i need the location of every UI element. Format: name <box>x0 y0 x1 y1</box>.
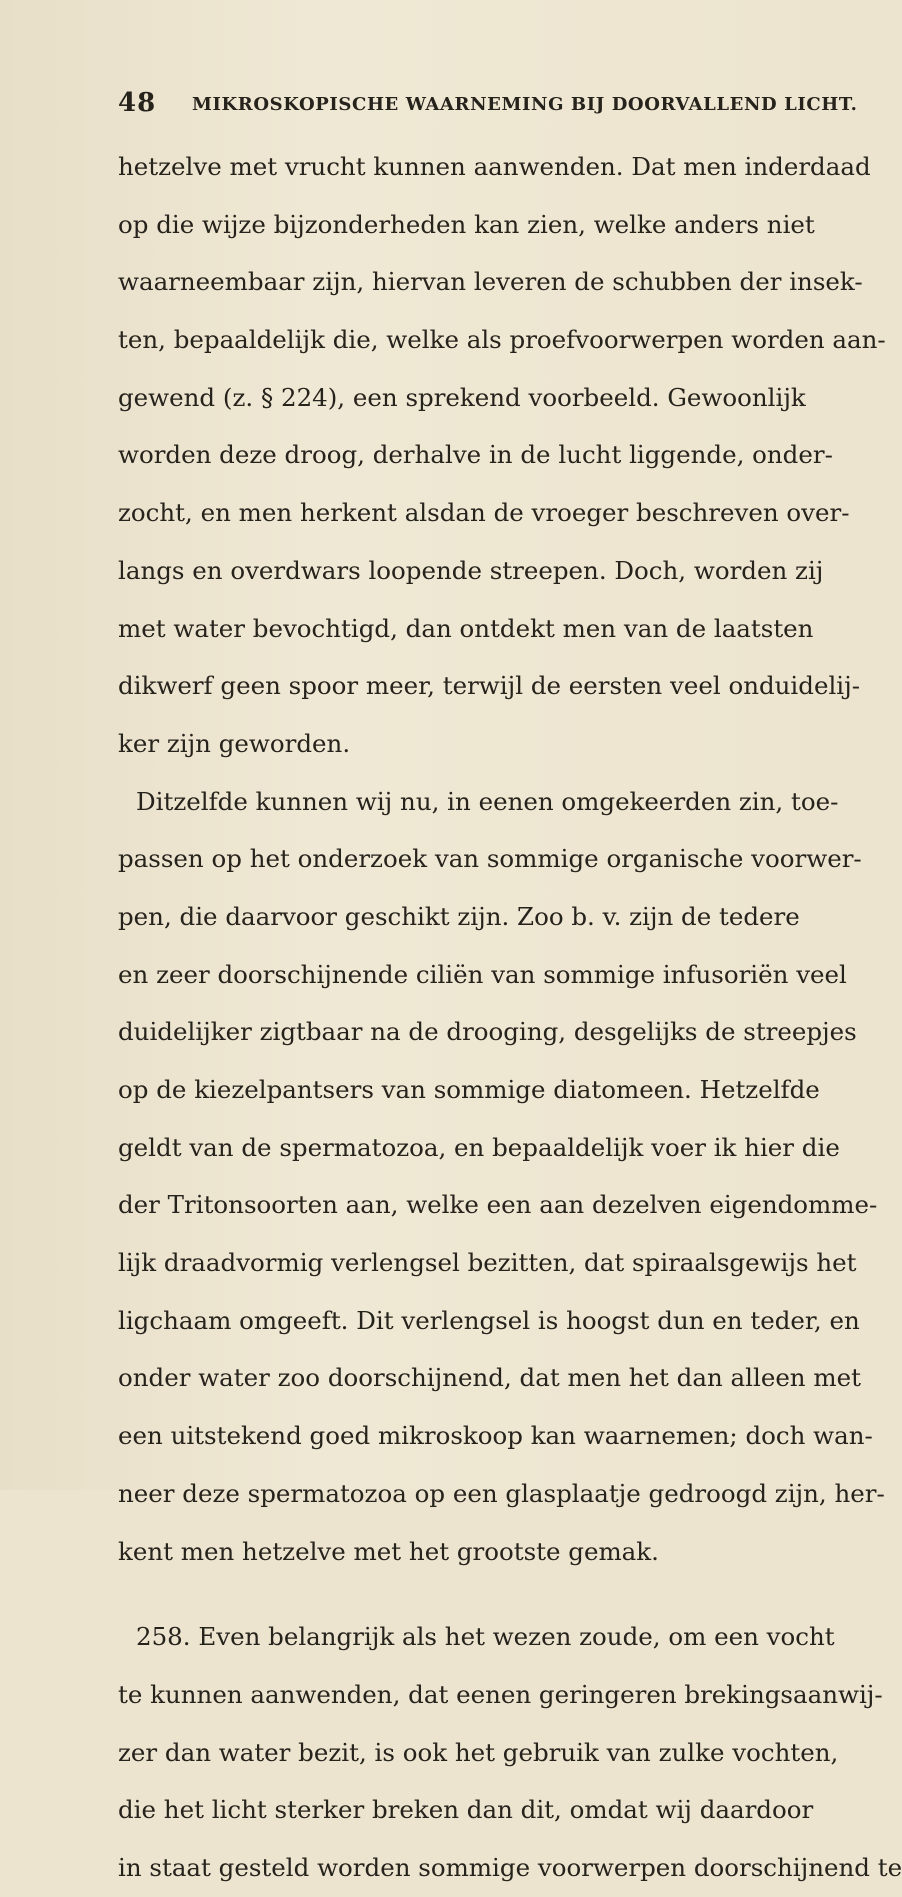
text-line: in staat gesteld worden sommige voorwerpen doorschijnend te <box>118 1852 902 1882</box>
text-line: onder water zoo doorschijnend, dat men het dan alleen met <box>118 1363 861 1393</box>
running-head: MIKROSKOPISCHE WAARNEMING BIJ DOORVALLEND LICHT. <box>192 94 858 115</box>
page-number: 48 <box>118 88 157 118</box>
page-header <box>118 88 858 128</box>
text-line: die het licht sterker breken dan dit, omdat wij daardoor <box>118 1795 814 1825</box>
text-line: met water bevochtigd, dan ontdekt men van de laatsten <box>118 613 814 643</box>
text-line: worden deze droog, derhalve in de lucht liggende, onder- <box>118 440 833 470</box>
text-line: ten, bepaaldelijk die, welke als proefvoorwerpen worden aan- <box>118 325 886 355</box>
text-line: pen, die daarvoor geschikt zijn. Zoo b. v. zijn de tedere <box>118 901 800 931</box>
text-line: gewend (z. § 224), een sprekend voorbeeld. Gewoonlijk <box>118 382 806 412</box>
text-line: lijk draadvormig verlengsel bezitten, dat spiraalsgewijs het <box>118 1248 857 1278</box>
section-gap <box>118 1580 782 1608</box>
text-line: der Tritonsoorten aan, welke een aan dezelven eigendomme- <box>118 1190 878 1220</box>
text-line: op de kiezelpantsers van sommige diatomeen. Hetzelfde <box>118 1075 820 1104</box>
text-line: duidelijker zigtbaar na de drooging, desgelijks de streepjes <box>118 1017 857 1047</box>
text-line: ligchaam omgeeft. Dit verlengsel is hoogst dun en teder, en <box>118 1305 860 1335</box>
paragraph-3 <box>118 1608 902 1896</box>
text-line: ker zijn geworden. <box>118 728 351 758</box>
text-line: geldt van de spermatozoa, en bepaaldelijk voer ik hier die <box>118 1132 840 1162</box>
text-line: dikwerf geen spoor meer, terwijl de eersten veel onduidelij- <box>118 671 860 701</box>
body-text <box>118 138 902 1897</box>
text-line: zer dan water bezit, is ook het gebruik van zulke vochten, <box>118 1737 839 1767</box>
paragraph-2 <box>118 773 885 1581</box>
text-line: passen op het onderzoek van sommige organische voorwer- <box>118 844 862 874</box>
text-line: Ditzelfde kunnen wij nu, in eenen omgekeerden zin, toe- <box>136 786 839 816</box>
text-line: kent men hetzelve met het grootste gemak. <box>118 1536 659 1566</box>
text-line: op die wijze bijzonderheden kan zien, welke anders niet <box>118 209 815 239</box>
text-line: hetzelve met vrucht kunnen aanwenden. Dat men inderdaad <box>118 152 871 181</box>
text-line: te kunnen aanwenden, dat eenen geringeren brekingsaanwij- <box>118 1679 883 1709</box>
text-line: neer deze spermatozoa op een glasplaatje gedroogd zijn, her- <box>118 1478 885 1508</box>
text-line: langs en overdwars loopende streepen. Doch, worden zij <box>118 555 824 585</box>
text-line: zocht, en men herkent alsdan de vroeger beschreven over- <box>118 498 850 528</box>
paragraph-1 <box>118 138 886 773</box>
text-line: waarneembaar zijn, hiervan leveren de schubben der insek- <box>118 267 863 297</box>
text-line: en zeer doorschijnende ciliën van sommige infusoriën veel <box>118 959 847 989</box>
text-line: 258. Even belangrijk als het wezen zoude, om een vocht <box>136 1622 835 1652</box>
text-line: een uitstekend goed mikroskoop kan waarnemen; doch wan- <box>118 1421 873 1451</box>
